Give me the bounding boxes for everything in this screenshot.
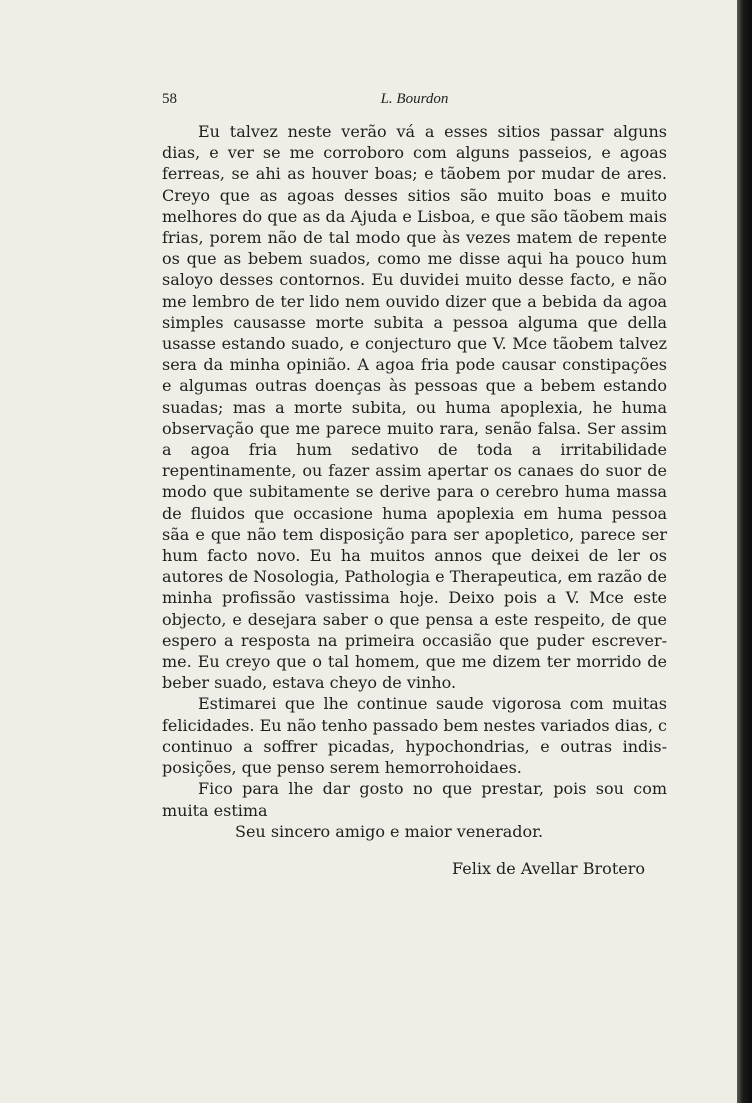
- paragraph: Estimarei que lhe continue saude vigorosa com muitas felicidades. Eu não tenho passado bem nestes variados dias, c continuo a soffrer picadas, hypochondrias, e outras indisposições, que penso serem hemorrohoidaes.: [162, 694, 667, 778]
- letter-body: [162, 121, 667, 879]
- paragraph: Eu talvez neste verão vá a esses sitios passar alguns dias, e ver se me corroboro com alguns passeios, e agoas ferreas, se ahi as houver boas; e tãobem por mudar de ares. Creyo que as agoas desses sitios são muito boas e muito melhores do que as da Ajuda e Lisboa, e que são tãobem mais frias, porem não de tal modo que às vezes matem de repente os que as bebem suados, como me disse aqui ha pouco hum saloyo desses contornos. Eu duvidei muito desse facto, e não me lembro de ter lido nem ouvido dizer que a bebida da agoa simples causasse morte subita a pessoa alguma que della usasse estando suado, e conjecturo que V. Mce tãobem talvez sera da minha opinião. A agoa fria pode causar constipações e algumas outras doenças às pessoas que a bebem estando suadas; mas a morte subita, ou huma apoplexia, he huma observação que me parece muito rara, senão falsa. Ser assim a agoa fria hum sedativo de toda a irritabilidade repentinamente, ou fazer assim apertar os canaes do suor de modo que subitamente se derive para o cerebro huma massa de fluidos que occasione huma apoplexia em huma pessoa sãa e que não tem disposição para ser apopletico, parece ser hum facto novo. Eu ha muitos annos que deixei de ler os autores de Nosologia, Pathologia e Therapeutica, em razão de minha profissão vastissima hoje. Deixo pois a V. Mce este objecto, e desejara saber o que pensa a este respeito, de que espero a resposta na primeira occasião que puder escrever-me. Eu creyo que o tal homem, que me dizem ter morrido de beber suado, estava cheyo de vinho.: [162, 122, 667, 693]
- page-header: [162, 91, 667, 113]
- paragraph: Fico para lhe dar gosto no que prestar, pois sou com muita estima: [162, 779, 667, 820]
- signature: Felix de Avellar Brotero: [452, 858, 645, 878]
- closing-salutation: Seu sincero amigo e maior venerador.: [235, 821, 544, 841]
- page-number: 58: [162, 91, 177, 107]
- scan-edge: [737, 0, 752, 1103]
- running-head: L. Bourdon: [380, 91, 449, 107]
